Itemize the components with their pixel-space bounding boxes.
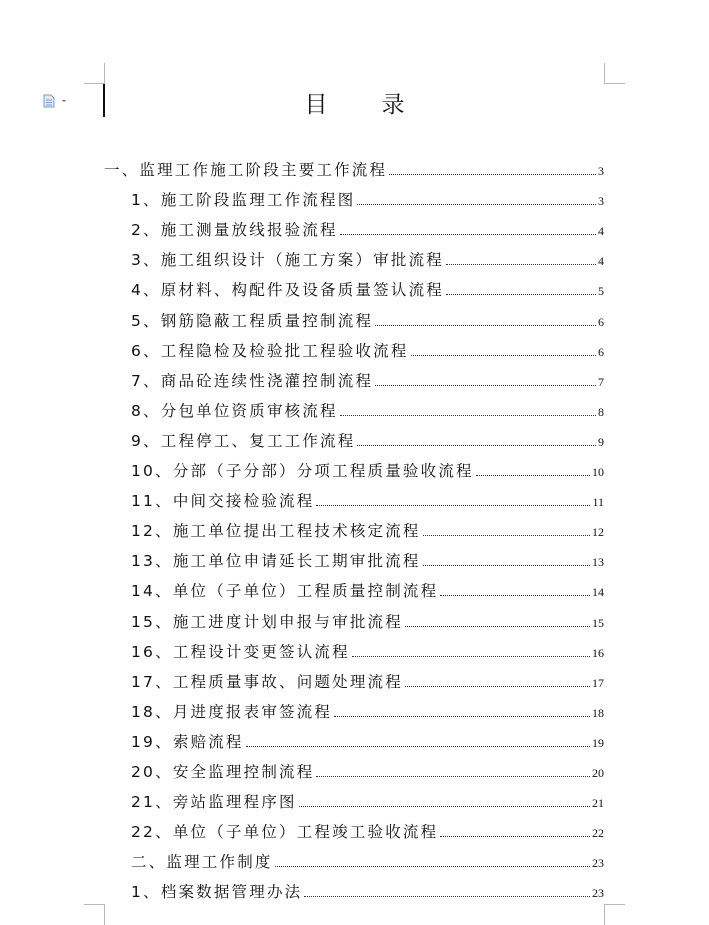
toc-entry[interactable]: [131, 212, 604, 240]
toc-entry[interactable]: [131, 754, 604, 782]
toc-page-number: 10: [592, 465, 604, 479]
toc-entry[interactable]: [131, 483, 604, 511]
toc-entry[interactable]: [131, 724, 604, 752]
toc-page-number: 18: [592, 705, 604, 720]
toc-entry[interactable]: [131, 573, 604, 601]
toc-entry-label: 6、工程隐检及检验批工程验收流程: [131, 341, 409, 360]
title-char-2: 录: [381, 92, 405, 118]
toc-page-number: 14: [592, 585, 604, 600]
toc-page-number: 23: [592, 886, 604, 901]
toc-entry-label: 7、商品砼连续性浇灌控制流程: [131, 371, 374, 390]
toc-entry[interactable]: [131, 393, 604, 421]
toc-entry-label: 5、钢筋隐蔽工程质量控制流程: [131, 311, 374, 330]
toc-page-number: 22: [592, 826, 604, 841]
toc-page-number: 23: [592, 856, 604, 871]
toc-entry[interactable]: [131, 874, 604, 902]
toc-dot-leader: [340, 234, 596, 235]
toc-entry[interactable]: [131, 634, 604, 662]
toc-entry-label: 10、分部（子分部）分项工程质量验收流程: [131, 462, 474, 480]
toc-entry[interactable]: [131, 423, 604, 451]
toc-dot-leader: [423, 565, 590, 566]
toc-page-number: 8: [598, 404, 604, 419]
toc-entry[interactable]: [131, 543, 604, 571]
toc-entry-label: 二、监理工作制度: [131, 853, 273, 872]
toc-dot-leader: [440, 595, 590, 596]
toc-page-number: 20: [592, 766, 604, 780]
toc-dot-leader: [476, 475, 590, 476]
toc-entry[interactable]: [131, 453, 604, 481]
toc-dot-leader: [411, 355, 596, 356]
toc-entry-label: 13、施工单位申请延长工期审批流程: [131, 552, 421, 571]
toc-dot-leader: [405, 626, 590, 627]
toc-entry[interactable]: [131, 242, 604, 270]
toc-dot-leader: [357, 204, 596, 205]
toc-page-number: 5: [598, 284, 604, 299]
toc-entry-label: 18、月进度报表审签流程: [131, 702, 333, 721]
toc-page-number: 16: [592, 645, 604, 660]
toc-page-number: 3: [598, 164, 604, 178]
toc-entry-label: 14、单位（子单位）工程质量控制流程: [131, 582, 439, 601]
toc-entry[interactable]: [131, 664, 604, 692]
toc-entry-label: 一、监理工作施工阶段主要工作流程: [104, 161, 388, 179]
toc-entry-label: 15、施工进度计划申报与审批流程: [131, 612, 403, 631]
toc-dot-leader: [389, 174, 596, 175]
toc-dot-leader: [340, 415, 596, 416]
toc-entry-label: 17、工程质量事故、问题处理流程: [131, 672, 403, 691]
toc-entry-label: 2、施工测量放线报验流程: [131, 221, 338, 240]
toc-entry[interactable]: [131, 272, 604, 300]
toc-entry[interactable]: [131, 513, 604, 541]
toc-entry-label: 9、工程停工、复工工作流程: [131, 431, 356, 450]
toc-entry-label: 19、索赔流程: [131, 732, 244, 751]
page-corner-mark-top-left: [84, 63, 105, 84]
toc-entry-label: 1、档案数据管理办法: [131, 883, 303, 902]
toc-dot-leader: [304, 896, 590, 897]
toc-entry-label: 11、中间交接检验流程: [131, 492, 315, 511]
toc-page-number: 6: [598, 344, 604, 359]
toc-page-number: 7: [598, 374, 604, 389]
toc-page-number: 11: [592, 495, 604, 510]
toc-entry[interactable]: [131, 182, 604, 210]
toc-dot-leader: [423, 535, 590, 536]
title-char-1: 目: [304, 92, 328, 118]
toc-dot-leader: [246, 746, 590, 747]
toc-page-number: 19: [592, 735, 604, 750]
toc-page-number: 6: [598, 314, 604, 329]
toc-page-number: 9: [598, 434, 604, 449]
page-corner-mark-bottom-right: [604, 904, 625, 925]
toc-page-number: 15: [592, 615, 604, 630]
page-title: [0, 86, 709, 119]
toc-entry[interactable]: [131, 604, 604, 632]
toc-dot-leader: [316, 505, 590, 506]
page-corner-mark-bottom-left: [84, 904, 105, 925]
toc-entry-label: 16、工程设计变更签认流程: [131, 642, 350, 661]
toc-entry[interactable]: [131, 694, 604, 722]
toc-entry-label: 4、原材料、构配件及设备质量签认流程: [131, 281, 444, 300]
toc-entry[interactable]: [131, 363, 604, 391]
toc-dot-leader: [440, 836, 590, 837]
toc-entry[interactable]: [131, 784, 604, 812]
toc-dot-leader: [357, 445, 596, 446]
toc-entry[interactable]: [131, 333, 604, 361]
page-corner-mark-top-right: [604, 63, 625, 84]
toc-dot-leader: [446, 264, 596, 265]
toc-page-number: 21: [592, 796, 604, 811]
toc-entry[interactable]: [104, 152, 604, 180]
toc-entry-label: 22、单位（子单位）工程竣工验收流程: [131, 823, 439, 842]
toc-dot-leader: [275, 866, 590, 867]
toc-entry-label: 8、分包单位资质审核流程: [131, 401, 338, 420]
toc-dot-leader: [375, 325, 596, 326]
toc-entry-label: 12、施工单位提出工程技术核定流程: [131, 522, 421, 541]
toc-dot-leader: [405, 686, 590, 687]
toc-entry-label: 20、安全监理控制流程: [131, 763, 315, 781]
toc-entry-label: 1、施工阶段监理工作流程图: [131, 191, 356, 210]
toc-dot-leader: [375, 385, 596, 386]
toc-entry-label: 3、施工组织设计（施工方案）审批流程: [131, 251, 444, 270]
toc-dot-leader: [316, 776, 590, 777]
toc-dot-leader: [446, 294, 596, 295]
toc-entry-label: 21、旁站监理程序图: [131, 793, 297, 812]
toc-entry[interactable]: [131, 814, 604, 842]
toc-entry[interactable]: [131, 303, 604, 331]
toc-dot-leader: [352, 656, 590, 657]
toc-page-number: 3: [598, 194, 604, 209]
toc-dot-leader: [299, 806, 590, 807]
toc-dot-leader: [334, 716, 590, 717]
toc-page-number: 4: [598, 254, 604, 269]
toc-page-number: 12: [592, 525, 604, 540]
toc-page-number: 13: [592, 555, 604, 570]
toc-entry[interactable]: [131, 844, 604, 872]
toc-page-number: 4: [598, 224, 604, 239]
toc-page-number: 17: [592, 675, 604, 690]
